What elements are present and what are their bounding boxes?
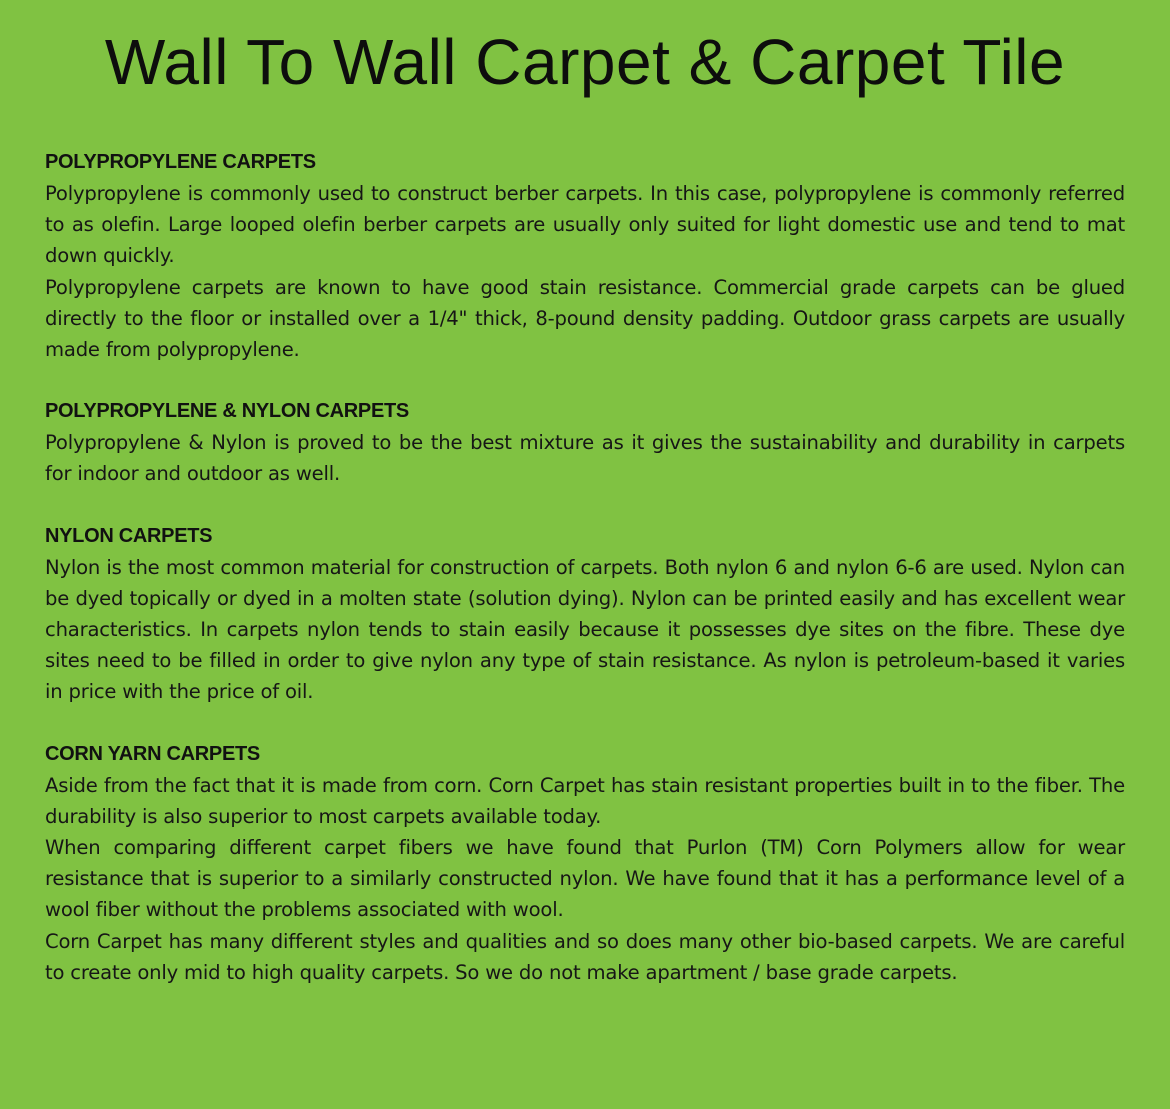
section-corn-yarn	[45, 739, 1125, 988]
section-paragraph: Nylon is the most common material for construction of carpets. Both nylon 6 and nylon 6-6 are used. Nylon can be dyed topically or dyed in a molten state (solution dying). Nylon can be printed easily and has excellent wear characteristics. In carpets nylon tends to stain easily because it possesses dye sites on the fibre. These dye sites need to be filled in order to give nylon any type of stain resistance. As nylon is petroleum-based it varies in price with the price of oil.	[45, 555, 1125, 704]
section-heading: POLYPROPYLENE & NYLON CARPETS	[45, 400, 409, 423]
section-heading: CORN YARN CARPETS	[45, 742, 260, 765]
section-paragraph: Aside from the fact that it is made from corn. Corn Carpet has stain resistant properties built in to the fiber. The durability is also superior to most carpets available today.	[45, 773, 1125, 828]
section-polypropylene	[45, 147, 1125, 365]
section-heading: NYLON CARPETS	[45, 524, 213, 547]
section-heading: POLYPROPYLENE CARPETS	[45, 151, 316, 173]
section-paragraph: When comparing different carpet fibers we have found that Purlon (TM) Corn Polymers allow for wear resistance that is superior to a similarly constructed nylon. We have found that it has a performance level of a wool fiber without the problems associated with wool.	[45, 836, 1125, 922]
section-paragraph: Polypropylene is commonly used to construct berber carpets. In this case, polypropylene is commonly referred to as olefin. Large looped olefin berber carpets are usually only suited for light domestic use and tend to mat down quickly.	[45, 182, 1125, 268]
page-title: Wall To Wall Carpet & Carpet Tile	[104, 26, 1066, 98]
section-polypropylene-nylon	[45, 396, 1125, 489]
section-paragraph: Polypropylene & Nylon is proved to be the best mixture as it gives the sustainability and durability in carpets for indoor and outdoor as well.	[45, 431, 1125, 486]
content-body	[45, 147, 1125, 1019]
section-paragraph: Corn Carpet has many different styles and qualities and so does many other bio-based carpets. We are careful to create only mid to high quality carpets. So we do not make apartment / base grade carpets.	[45, 929, 1125, 984]
section-paragraph: Polypropylene carpets are known to have good stain resistance. Commercial grade carpets can be glued directly to the floor or installed over a 1/4" thick, 8-pound density padding. Outdoor grass carpets are usually made from polypropylene.	[45, 275, 1125, 362]
section-nylon	[45, 521, 1125, 708]
